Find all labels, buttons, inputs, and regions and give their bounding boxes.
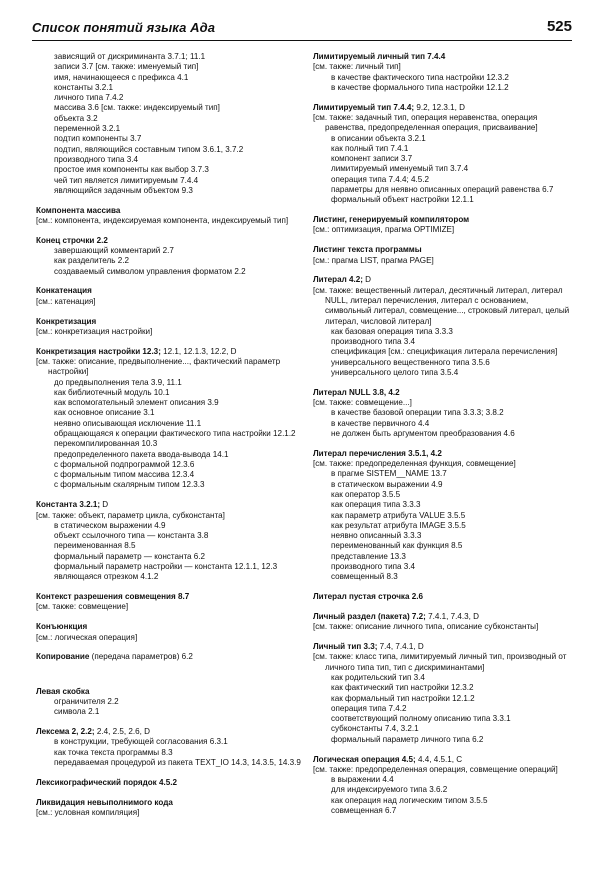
subentry: как полный тип 7.4.1	[331, 143, 409, 153]
entry-heading: Конец строчки 2.2	[36, 235, 108, 245]
subentry: операция типа 7.4.2	[331, 703, 407, 713]
subentry: массива 3.6 [см. также: индексируемый тип]	[54, 103, 220, 113]
entry-refs: 7.4, 7.4.1, D	[377, 642, 424, 652]
entry-title	[313, 642, 575, 652]
entry-title	[313, 449, 575, 459]
subentry: переименованный как функция 8.5	[331, 541, 463, 551]
subentry: подтип компоненты 3.7	[54, 134, 142, 144]
entry-title	[36, 317, 302, 327]
entry-heading: Конъюнкция	[36, 622, 88, 632]
subentry: подтип, являющийся составным типом 3.6.1, 3.7.2	[54, 144, 244, 154]
subentry: операция типа 7.4.4; 4.5.2	[331, 174, 430, 184]
subentry: как базовая операция типа 3.3.3	[331, 326, 453, 336]
subentry: как параметр атрибута VALUE 3.5.5	[331, 510, 466, 520]
entry-heading: Листинг, генерируемый компилятором	[313, 215, 470, 225]
entry-title	[313, 612, 575, 622]
entry	[36, 622, 302, 643]
subentry: зависящий от дискриминанта 3.7.1; 11.1	[54, 52, 206, 61]
subentry: формальный объект настройки 12.1.1	[331, 195, 474, 205]
subentry: как разделитель 2.2	[54, 256, 129, 266]
subentry: завершающий комментарий 2.7	[54, 246, 174, 256]
subentry: как вспомогательный элемент описания 3.9	[54, 398, 219, 408]
subentry: создаваемый символом управления форматом 2.2	[54, 266, 246, 276]
entry-heading: Конкатенация	[36, 286, 92, 296]
subentry: как родительский тип 3.4	[331, 672, 425, 682]
entry-heading: Левая скобка	[36, 686, 90, 696]
see-also: [см. также: вещественный литерал, десятичный литерал, литерал NULL, литерал перечисления, литерал с основанием, символьный литерал, совмещение..., строковый литерал, целый литерал, числовой литерал]	[313, 285, 570, 326]
entry	[36, 592, 302, 613]
entry-refs: 9.2, 12.3.1, D	[414, 102, 465, 112]
entry-refs: (передача параметров) 6.2	[89, 652, 193, 662]
subentry: соответствующий полному описанию типа 3.3.1	[331, 714, 511, 724]
see-also: [см. также: класс типа, лимитируемый личный тип, производный от личного типа тип, тип с дискриминантами]	[313, 652, 567, 672]
subentry: компонент записи 3.7	[331, 154, 413, 164]
subentry: универсального вещественного типа 3.5.6	[331, 357, 490, 367]
subentry: перекомпилированная 10.3	[54, 439, 158, 449]
see-also: [см.: конкретизация настройки]	[36, 326, 153, 336]
entry	[36, 798, 302, 819]
left-column	[36, 52, 302, 828]
subentry: совмещенный 8.3	[331, 572, 398, 582]
entry-title	[313, 52, 575, 62]
entry-title	[313, 388, 575, 398]
entry-title	[36, 652, 302, 662]
subentry: имя, начинающееся с префикса 4.1	[54, 72, 189, 82]
entry-title	[36, 500, 302, 510]
subentry: с формальным скалярным типом 12.3.3	[54, 480, 205, 490]
subentry: переменной 3.2.1	[54, 124, 121, 134]
subentry: не должен быть аргументом преобразования 4.6	[331, 429, 515, 438]
entry	[36, 687, 302, 718]
subentry: лимитируемый именуемый тип 3.7.4	[331, 164, 469, 174]
page-header	[32, 18, 572, 41]
right-column	[313, 52, 575, 826]
entry-heading: Копирование	[36, 652, 90, 662]
entry	[313, 103, 575, 206]
subentry: производного типа 3.4	[54, 154, 138, 164]
entry-refs: 12.1, 12.1.3, 12.2, D	[160, 346, 237, 356]
page-number: 525	[546, 18, 572, 35]
see-also: [см. также: задачный тип, операция неравенства, операция равенства, предопределенная операция, присваивание]	[313, 112, 538, 133]
subentry: как операция над логическим типом 3.5.5	[331, 795, 488, 805]
running-title: Список понятий языка Ада	[32, 20, 216, 35]
subentry: в качестве формального типа настройки 12.1.2	[331, 82, 509, 92]
see-also: [см. также: объект, параметр цикла, субконстанта]	[36, 510, 225, 520]
entry-title	[36, 798, 302, 808]
entry-heading: Личный раздел (пакета) 7.2;	[313, 611, 426, 621]
subentry: константы 3.2.1	[54, 82, 114, 92]
entry-heading: Личный тип 3.3;	[313, 642, 378, 652]
subentry: в конструкции, требующей согласования 6.3.1	[54, 737, 228, 747]
subentry: как фактический тип настройки 12.3.2	[331, 683, 474, 693]
subentry: универсального целого типа 3.5.4	[331, 368, 459, 378]
entry	[36, 727, 302, 768]
see-also: [см. также: совмещение...]	[313, 398, 412, 408]
see-also: [см. также: совмещение]	[36, 602, 129, 612]
subentry: обращающаяся к операции фактического типа настройки 12.1.2	[54, 429, 296, 438]
entry	[36, 652, 302, 662]
entry-heading: Литерал пустая строчка 2.6	[313, 592, 423, 602]
subentry: как формальный тип настройки 12.1.2	[331, 693, 475, 703]
subentry: параметры для неявно описанных операций равенства 6.7	[331, 185, 554, 195]
subentry: формальный параметр — константа 6.2	[54, 551, 206, 561]
see-also: [см. также: описание, предвыполнение..., фактический параметр настройки]	[36, 356, 281, 377]
entry	[313, 592, 575, 602]
entry-title	[313, 215, 575, 225]
entry	[36, 236, 302, 277]
entry	[313, 642, 575, 745]
subentry: как основное описание 3.1	[54, 408, 155, 418]
see-also: [см. также: предопределенная функция, совмещение]	[313, 459, 516, 469]
entry-heading: Ликвидация невыполнимого кода	[36, 797, 173, 807]
entry	[36, 500, 302, 582]
entry-title	[313, 245, 575, 255]
subentry: простое имя компоненты как выбор 3.7.3	[54, 165, 209, 175]
entry-title	[313, 103, 575, 113]
entry	[313, 449, 575, 583]
subentry: в выражении 4.4	[331, 775, 394, 785]
entry-heading: Лексикографический порядок 4.5.2	[36, 777, 177, 787]
entry-title	[36, 347, 302, 357]
subentry: представление 13.3	[331, 551, 406, 561]
subentry: в качестве базовой операции типа 3.3.3; 3.8.2	[331, 408, 504, 418]
subentry: производного типа 3.4	[331, 562, 415, 572]
see-also: [см.: оптимизация, прагма OPTIMIZE]	[313, 225, 455, 235]
entry-heading: Константа 3.2.1;	[36, 500, 101, 510]
entry-title	[313, 755, 575, 765]
subentry: спецификация [см.: спецификация литерала перечисления]	[331, 347, 558, 357]
subentry: до предвыполнения тела 3.9, 11.1	[54, 377, 182, 387]
subentry: записи 3.7 [см. также: именуемый тип]	[54, 62, 199, 72]
entry-title	[313, 592, 575, 602]
subentry: для индексируемого типа 3.6.2	[331, 785, 448, 795]
entry	[36, 206, 302, 227]
subentry: производного типа 3.4	[331, 337, 415, 347]
see-also: [см.: условная компиляция]	[36, 807, 140, 817]
entry-refs: 4.4, 4.5.1, C	[415, 754, 463, 764]
subentry: в качестве фактического типа настройки 12.3.2	[331, 72, 509, 82]
entry-title	[313, 275, 575, 285]
entry-title	[36, 687, 302, 697]
entry-heading: Компонента массива	[36, 205, 121, 215]
entry-heading: Контекст разрешения совмещения 8.7	[36, 592, 190, 602]
see-also: [см.: компонента, индексируемая компонента, индексируемый тип]	[36, 215, 289, 225]
entry	[313, 245, 575, 266]
entry-heading: Литерал NULL 3.8, 4.2	[313, 387, 400, 397]
entry-heading: Конкретизация настройки 12.3;	[36, 346, 161, 356]
entry-title	[36, 592, 302, 602]
entry-title	[36, 622, 302, 632]
entry-heading: Лексема 2, 2.2;	[36, 727, 95, 737]
subentry: являющаяся отрезком 4.1.2	[54, 572, 159, 582]
see-also: [см.: катенация]	[36, 296, 96, 306]
see-also: [см. также: предопределенная операция, совмещение операций]	[313, 764, 558, 774]
entry-title	[36, 236, 302, 246]
entry-title	[36, 206, 302, 216]
see-also: [см.: прагма LIST, прагма PAGE]	[313, 255, 434, 265]
entry-heading: Литерал перечисления 3.5.1, 4.2	[313, 448, 442, 458]
subentry: чей тип является лимитируемым 7.4.4	[54, 175, 199, 185]
subentry: символа 2.1	[54, 707, 100, 717]
entry-heading: Логическая операция 4.5;	[313, 754, 416, 764]
subentry: с формальной подпрограммой 12.3.6	[54, 459, 195, 469]
entry-heading: Лимитируемый тип 7.4.4;	[313, 102, 415, 112]
subentry: как библиотечный модуль 10.1	[54, 387, 170, 397]
entry-heading: Конкретизация	[36, 316, 97, 326]
entry	[36, 52, 302, 196]
entry	[36, 286, 302, 307]
entry-refs: D	[362, 275, 371, 285]
subentry: как оператор 3.5.5	[331, 489, 401, 499]
subentry: предопределенного пакета ввода-вывода 14.1	[54, 449, 229, 459]
entry	[313, 755, 575, 817]
subentry: с формальным типом массива 12.3.4	[54, 470, 195, 480]
subentry: ограничителя 2.2	[54, 696, 119, 706]
subentry: переименованная 8.5	[54, 541, 136, 551]
entry-heading: Листинг текста программы	[313, 245, 422, 255]
entry	[36, 347, 302, 491]
subentry: совмещенная 6.7	[331, 806, 397, 815]
entry-refs: D	[100, 500, 109, 510]
subentry: в статическом выражении 4.9	[331, 479, 443, 489]
subentry: субконстанты 7.4, 3.2.1	[331, 724, 419, 734]
entry-title	[36, 778, 302, 788]
subentry: неявно описанный 3.3.3	[331, 531, 422, 541]
see-also: [см.: логическая операция]	[36, 632, 138, 642]
entry	[36, 778, 302, 788]
subentry: объект ссылочного типа — константа 3.8	[54, 531, 209, 541]
entry	[36, 317, 302, 338]
subentry: как операция типа 3.3.3	[331, 500, 421, 510]
entry-refs: 7.4.1, 7.4.3, D	[425, 611, 479, 621]
entry-title	[36, 727, 302, 737]
entry-title	[36, 286, 302, 296]
subentry: формальный параметр личного типа 6.2	[331, 734, 484, 744]
subentry: в описании объекта 3.2.1	[331, 133, 426, 143]
subentry: в прагме SISTEM__NAME 13.7	[331, 469, 447, 479]
subentry: в статическом выражении 4.9	[54, 520, 166, 530]
entry-refs: 2.4, 2.5, 2.6, D	[94, 727, 150, 737]
entry	[313, 275, 575, 378]
subentry: как результат атрибута IMAGE 3.5.5	[331, 520, 466, 530]
subentry: формальный параметр настройки — константа 12.1.1, 12.3	[54, 562, 278, 572]
subentry: неявно описывающая исключение 11.1	[54, 418, 202, 428]
subentry: передаваемая процедурой из пакета TEXT_IO 14.3, 14.3.5, 14.3.9	[54, 757, 301, 767]
see-also: [см. также: описание личного типа, описание субконстанты]	[313, 622, 539, 632]
entry	[313, 388, 575, 439]
entry-heading: Лимитируемый личный тип 7.4.4	[313, 52, 446, 61]
subentry: личного типа 7.4.2	[54, 93, 124, 103]
see-also: [см. также: личный тип]	[313, 62, 401, 72]
entry	[313, 52, 575, 93]
subentry: в качестве первичного 4.4	[331, 418, 430, 428]
subentry: являющийся задачным объектом 9.3	[54, 185, 193, 195]
entry	[313, 215, 575, 236]
subentry: объекта 3.2	[54, 113, 98, 123]
subentry: как точка текста программы 8.3	[54, 747, 173, 757]
entry-heading: Литерал 4.2;	[313, 275, 363, 285]
entry	[313, 612, 575, 633]
